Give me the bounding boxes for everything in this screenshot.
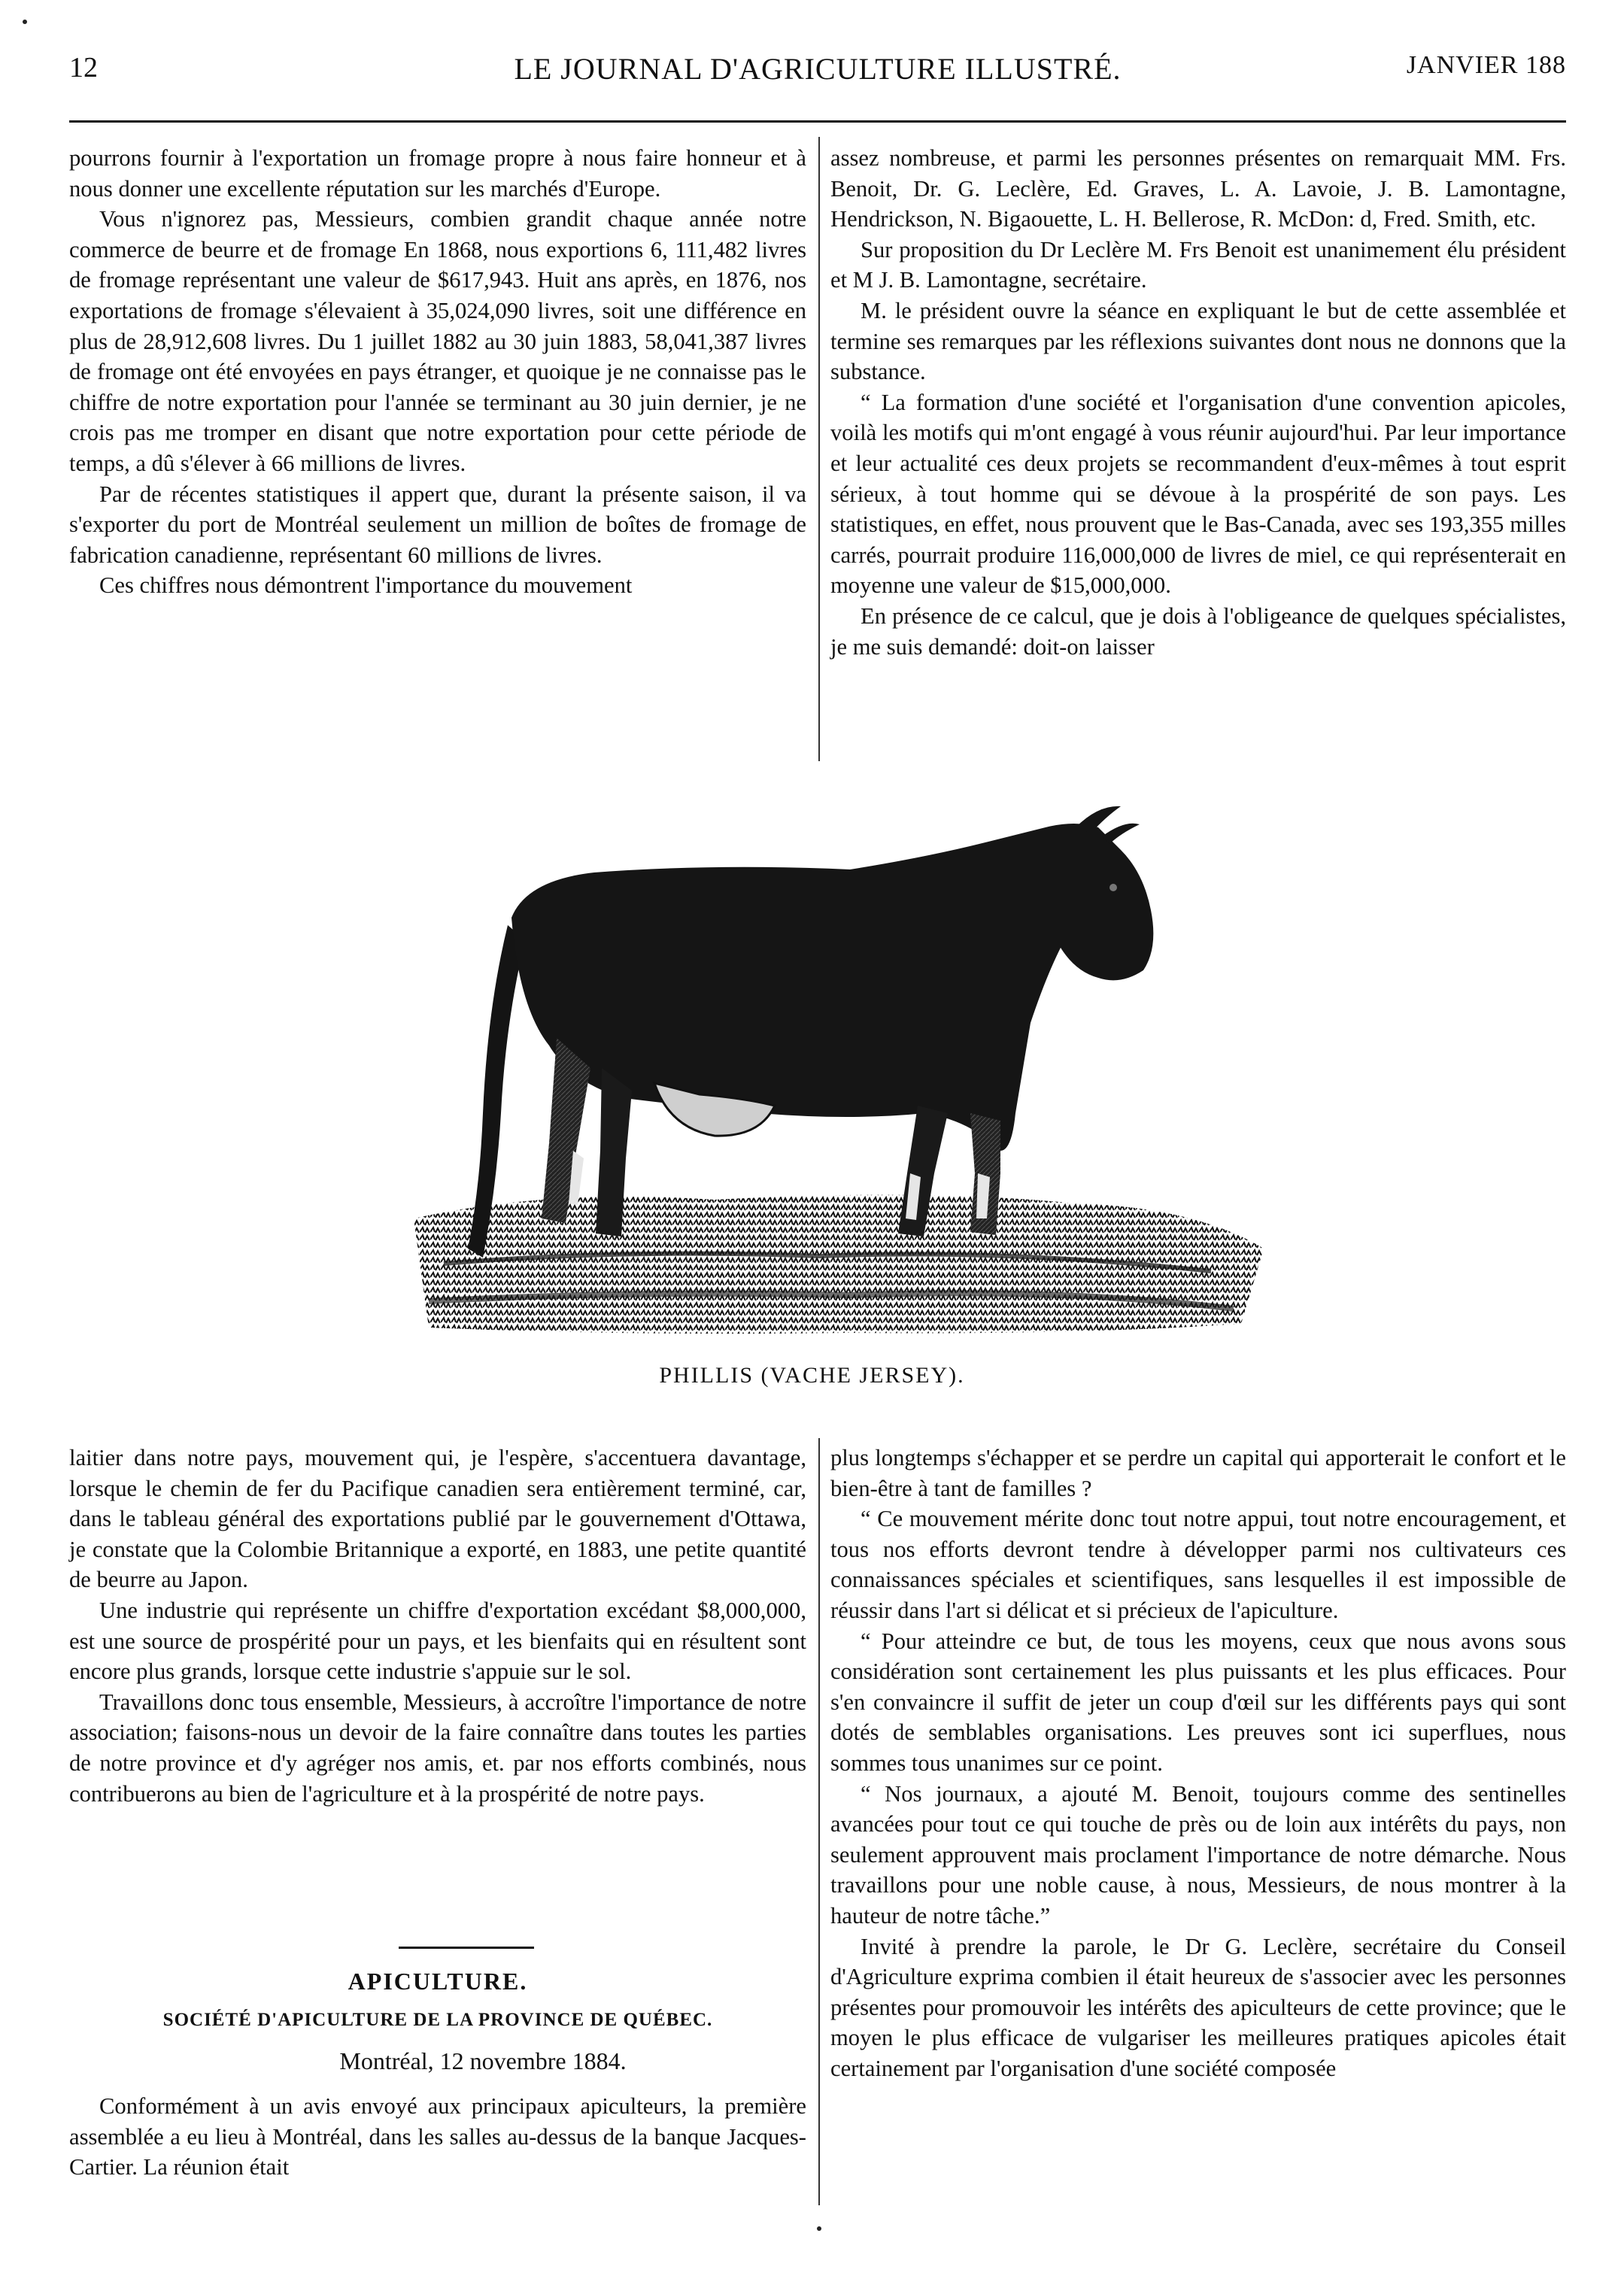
column-divider [818, 1438, 820, 2205]
cow-hind-leg [542, 1038, 590, 1223]
paragraph: Invité à prendre la parole, le Dr G. Leclère, secrétaire du Conseil d'Agriculture exprima combien il était heureux de s'associer avec les personnes présentes pour promouvoir les intérêts des apiculteurs de cette province; que le moyen le plus efficace de vulgariser les meilleures pratiques apicoles était certainement par l'organisation d'une société composée [830, 1933, 1566, 2081]
header-rule [69, 120, 1566, 123]
cow-illustration [399, 797, 1271, 1354]
right-column-bottom [830, 1443, 1566, 2083]
section-dateline: Montréal, 12 novembre 1884. [339, 2047, 627, 2074]
section-subtitle: SOCIÉTÉ D'APICULTURE DE LA PROVINCE DE QUÉBEC. [162, 2010, 713, 2030]
paragraph: “ La formation d'une société et l'organisation d'une convention apicoles, voilà les motifs qui m'ont engagé à vous réunir aujourd'hui. Par leur importance et leur actualité ces deux projets se recommandent d'eux-mêmes à tout esprit sérieux, à tout homme qui se dévoue à la prospérité de son pays. Les statistiques, en effet, nous prouvent que le Bas-Canada, avec ses 193,355 milles carrés, pourrait produire 116,000,000 de livres de miel, ce qui représenterait en moyenne une valeur de $15,000,000. [830, 389, 1566, 599]
paragraph: “ Pour atteindre ce but, de tous les moyens, ceux que nous avons sous considération sont certainement les plus puissants et les plus efficaces. Pour s'en convaincre il suffit de jeter un coup d'œil sur les différents pays qui sont dotés de semblables organisations. Les preuves sont ici superflues, nous sommes tous unanimes sur ce point. [830, 1628, 1566, 1776]
paragraph: Par de récentes statistiques il appert que, durant la présente saison, il va s'exporter du port de Montréal seulement un million de boîtes de fromage de fabrication canadienne, représentant 60 millions de livres. [69, 481, 806, 568]
page-number: 12 [69, 52, 98, 83]
print-speck [23, 20, 27, 24]
page-header [69, 51, 1566, 104]
paragraph: Une industrie qui représente un chiffre d'exportation excédant $8,000,000, est une source de prospérité pour un pays, et les bienfaits qui en résultent sont encore plus grands, lorsque cette industrie s'appuie sur le sol. [69, 1597, 806, 1685]
paragraph: Ces chiffres nous démontrent l'importance du mouvement [99, 572, 633, 599]
paragraph: assez nombreuse, et parmi les personnes présentes on remarquait MM. Frs. Benoit, Dr. G. Leclère, Ed. Graves, L. A. Lavoie, J. B. Lamontagne, Hendrickson, N. Bigaouette, L. H. Bellerose, R. McDon: d, Fred. Smith, etc. [830, 145, 1566, 232]
jersey-cow-engraving [399, 797, 1271, 1354]
paragraph: Sur proposition du Dr Leclère M. Frs Benoit est unanimement élu président et M J. B. Lamontagne, secrétaire. [830, 236, 1566, 293]
paragraph: plus longtemps s'échapper et se perdre un capital qui apporterait le confort et le bien-être à tant de familles ? [830, 1445, 1566, 1501]
paragraph: “ Nos journaux, a ajouté M. Benoit, toujours comme des sentinelles avancées pour tout ce qui touche de près ou de loin aux intérêts du pays, non seulement approuvent mais proclament l'importance de notre démarche. Nous travaillons pour une noble cause, à nous, Messieurs, de nous montrer à la hauteur de notre tâche.” [830, 1780, 1566, 1929]
left-column-bottom [69, 1443, 806, 1809]
paragraph: Travaillons donc tous ensemble, Messieurs, à accroître l'importance de notre association; faisons-nous un devoir de la faire connaître dans toutes les parties de notre province et d'y agréger nos amis, et. par nos efforts combinés, nous contribuerons au bien de l'agriculture et à la prospérité de notre pays. [69, 1689, 806, 1807]
right-column-top [830, 143, 1566, 662]
journal-title: LE JOURNAL D'AGRICULTURE ILLUSTRÉ. [514, 52, 1122, 86]
left-column-top [69, 143, 806, 601]
paragraph: “ Ce mouvement mérite donc tout notre appui, tout notre encouragement, et tous nos efforts devront tendre à développer parmi nos cultivateurs ces connaissances spéciales et scientifiques, sans lesquelles il est impossible de réussir dans l'art si délicat et si précieux de l'apiculture. [830, 1506, 1566, 1623]
paragraph: laitier dans notre pays, mouvement qui, je l'espère, s'accentuera davantage, lorsque le chemin de fer du Pacifique canadien sera entièrement terminé, car, dans le tableau général des exportations publié par le gouvernement d'Ottawa, je constate que la Colombie Britannique a exporté, en 1883, une petite quantité de beurre au Japon. [69, 1445, 806, 1593]
section-title: APICULTURE. [348, 1968, 528, 1995]
section-rule [399, 1947, 534, 1949]
paragraph: En présence de ce calcul, que je dois à l'obligeance de quelques spécialistes, je me suis demandé: doit-on laisser [830, 602, 1566, 660]
print-speck [817, 2226, 821, 2231]
column-divider [818, 137, 820, 761]
paragraph: Conformément à un avis envoyé aux principaux apiculteurs, la première assemblée a eu lieu à Montréal, dans les salles au-dessus de la banque Jacques-Cartier. La réunion était [69, 2093, 806, 2180]
paragraph: M. le président ouvre la séance en expliquant le but de cette assemblée et termine ses remarques par les réflexions suivantes dont nous ne donnons que la substance. [830, 297, 1566, 385]
section-body [69, 2091, 806, 2183]
issue-date: JANVIER 188 [1406, 51, 1566, 79]
paragraph: Vous n'ignorez pas, Messieurs, combien grandit chaque année notre commerce de beurre et de fromage En 1868, nous exportions 6, 111,482 livres de fromage représentant une valeur de $617,943. Huit ans après, en 1876, nos exportations de fromage s'élevaient à 35,024,090 livres, soit une différence en plus de 28,912,608 livres. Du 1 juillet 1882 au 30 juin 1883, 58,041,387 livres de fromage ont été envoyées en pays étranger, et quoique je ne connaisse pas le chiffre de notre exportation pour l'année se terminant au 30 juin dernier, je ne crois pas me tromper en disant que notre exportation pour cette période de temps, a dû s'élever à 66 millions de livres. [69, 206, 806, 476]
figure-caption: PHILLIS (VACHE JERSEY). [659, 1363, 965, 1388]
paragraph: pourrons fournir à l'exportation un fromage propre à nous faire honneur et à nous donner une excellente réputation sur les marchés d'Europe. [69, 145, 806, 202]
